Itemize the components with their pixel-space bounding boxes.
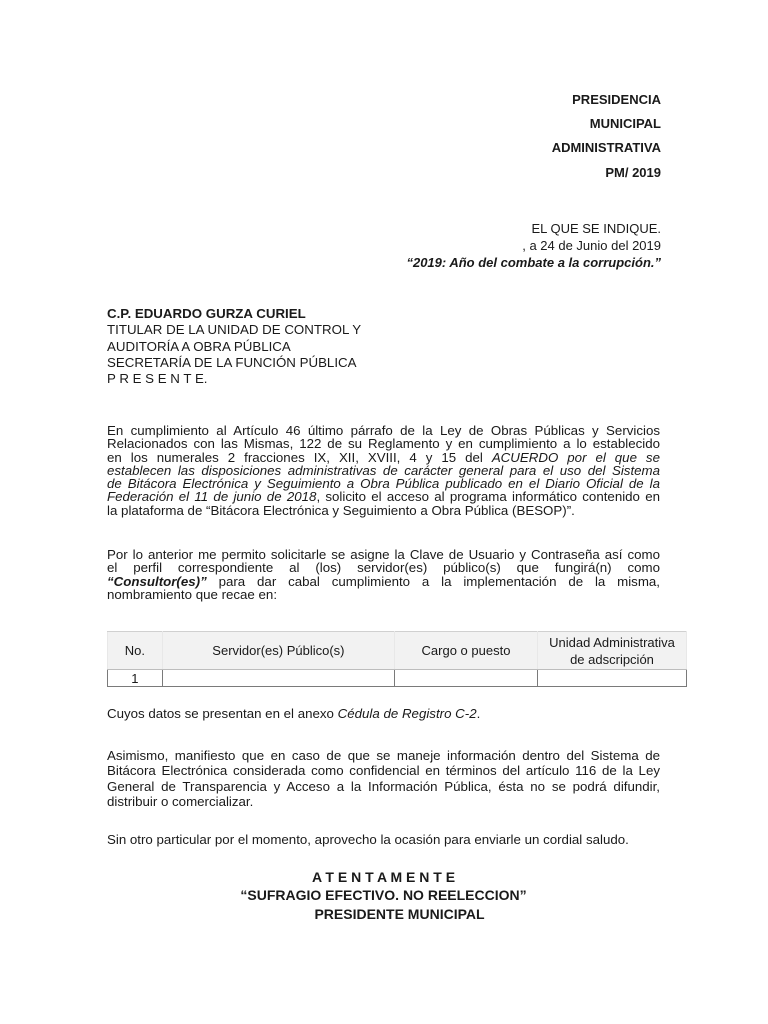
col-header-unit	[538, 632, 687, 670]
paragraph-confidentiality	[107, 749, 660, 808]
text-run: para dar cabal cumplimiento a la implementación de la misma,	[206, 573, 660, 589]
col-header-position: Cargo o puesto	[394, 632, 537, 670]
paragraph-line: Asimismo, manifiesto que en caso de que se maneje información dentro del Sistema de	[107, 748, 660, 763]
subject-line: EL QUE SE INDIQUE.	[531, 221, 661, 236]
col-header-unit-text: Unidad Administrativa de adscripción	[549, 634, 675, 667]
recipient-secretariat: SECRETARÍA DE LA FUNCIÓN PÚBLICA	[107, 354, 357, 370]
header-administrativa: ADMINISTRATIVA	[551, 140, 661, 155]
paragraph-line: distribuir o comercializar.	[107, 793, 254, 809]
recipient-title: TITULAR DE LA UNIDAD DE CONTROL Y	[107, 322, 362, 338]
recipient-presente: P R E S E N T E.	[107, 371, 208, 387]
paragraph-line: En cumplimiento al Artículo 46 último párrafo de la Ley de Obras Públicas y Servicios	[107, 423, 660, 438]
col-header-servant: Servidor(es) Público(s)	[162, 632, 394, 670]
cell-position	[394, 670, 537, 687]
farewell-line: Sin otro particular por el momento, aprovecho la ocasión para enviarle un cordial saludo.	[107, 832, 629, 847]
annex-document: Cédula de Registro C-2	[337, 706, 477, 721]
text-run: , solicito el acceso al programa informático contenido en	[316, 489, 660, 505]
date-line: , a 24 de Junio del 2019	[522, 238, 661, 253]
paragraph-line: el perfil correspondiente al (los) servidor(es) público(s) que fungirá(n) como	[107, 560, 660, 576]
paragraph-line: de Bitácora Electrónica y Seguimiento a Obra Pública publicado en el Diario Oficial de la	[107, 476, 660, 492]
paragraph-line: la plataforma de “Bitácora Electrónica y Seguimiento a Obra Pública (BESOP)”.	[107, 502, 575, 518]
paragraph-line	[107, 451, 660, 464]
cell-servant	[162, 670, 394, 687]
header-folio: PM/ 2019	[605, 165, 661, 180]
table-row	[108, 670, 687, 687]
cell-unit	[538, 670, 687, 687]
col-header-no: No.	[108, 632, 163, 670]
paragraph-line: Por lo anterior me permito solicitarle se asigne la Clave de Usuario y Contraseña así como	[107, 547, 660, 562]
servants-table	[107, 631, 687, 687]
text-run: en los numerales 2 fracciones IX, XII, XVIII, 4 y 15 del	[107, 449, 492, 465]
header-municipal: MUNICIPAL	[589, 116, 661, 131]
paragraph-line: Bitácora Electrónica considerada como confidencial en términos del artículo 116 de la Ley	[107, 763, 660, 779]
recipient-area: AUDITORÍA A OBRA PÚBLICA	[107, 338, 291, 354]
paragraph-line: Relacionados con las Mismas, 122 de su Reglamento y en cumplimiento a lo establecido	[107, 436, 660, 452]
paragraph-line: establecen las disposiciones administrativas de carácter general para el uso del Sistema	[107, 462, 660, 478]
paragraph-line: nombramiento que recae en:	[107, 586, 278, 602]
publication-date: Federación el 11 de junio de 2018	[107, 489, 317, 505]
paragraph-assignment	[107, 548, 660, 601]
closing-motto: “SUFRAGIO EFECTIVO. NO REELECCION”	[240, 887, 527, 903]
paragraph-line	[107, 575, 660, 588]
cell-no: 1	[108, 670, 163, 687]
recipient-name: C.P. EDUARDO GURZA CURIEL	[107, 306, 306, 321]
text-run: .	[476, 706, 481, 721]
profile-name: “Consultor(es)”	[107, 573, 207, 589]
header-presidencia: PRESIDENCIA	[572, 92, 661, 107]
paragraph-request	[107, 424, 660, 517]
agreement-title: ACUERDO por el que se	[491, 449, 660, 465]
closing-signer: PRESIDENTE MUNICIPAL	[314, 906, 485, 922]
closing-atentamente: A T E N T A M E N T E	[311, 869, 456, 885]
recipient-block	[107, 307, 660, 385]
paragraph-line	[107, 490, 660, 503]
annex-line	[107, 707, 660, 720]
slogan-line: “2019: Año del combate a la corrupción.”	[406, 255, 661, 270]
paragraph-line: General de Transparencia y Acceso a la Información Pública, ésta no se podrá difundir,	[107, 778, 660, 794]
table-header-row	[108, 632, 687, 670]
text-run: Cuyos datos se presentan en el anexo	[107, 706, 338, 721]
